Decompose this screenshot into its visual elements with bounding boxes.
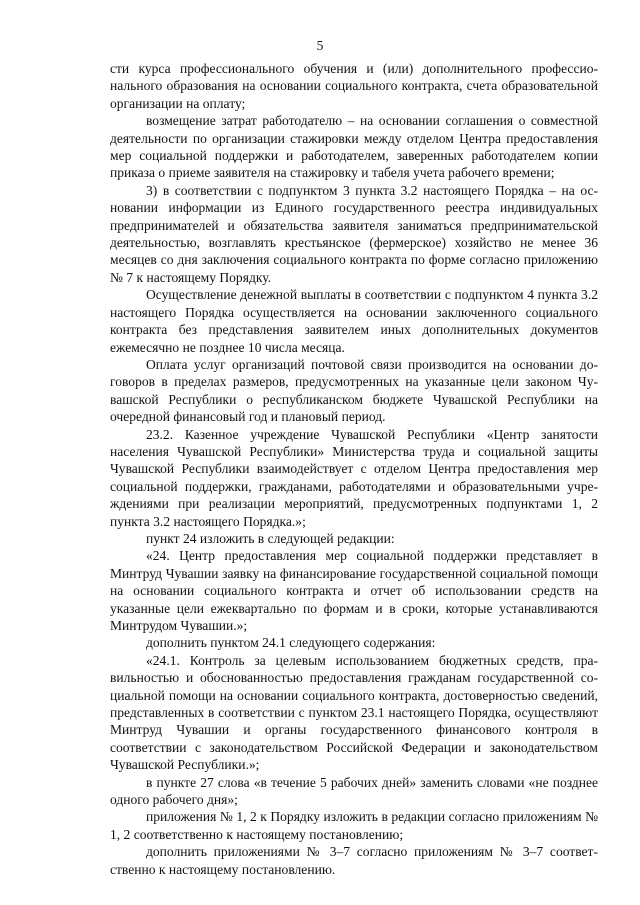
paragraph-5: Оплата услуг организаций почтовой связи производится на основании договоров в пределах размеров, предусмотренных на указанные цели законом Чувашской Республики о республиканском бюджете Чувашской Республики на очередной финансовый год и плановый период.	[110, 356, 598, 425]
paragraph-12: приложения № 1, 2 к Порядку изложить в редакции согласно приложениям № 1, 2 соответственно к настоящему постановлению;	[110, 809, 598, 842]
paragraph-1: сти курса профессионального обучения и (или) дополнительного профессионального образования на основании социального контракта, счета образовательной организации на оплату;	[110, 61, 598, 111]
paragraph-8: «24. Центр предоставления мер социальной поддержки представляет в Минтруд Чувашии заявку на финансирование государственной социальной помощи на основании социального контракта и отчет об использовании средств на указанные цели ежеквартально по формам и в сроки, которые устанавливаются Минтрудом Чувашии.»;	[110, 548, 598, 633]
paragraph-4: Осуществление денежной выплаты в соответствии с подпунктом 4 пункта 3.2 настоящего Порядка осуществляется на основании заключенного социального контракта без представления заявителем иных дополнительных документов ежемесячно не позднее 10 числа месяца.	[110, 287, 598, 355]
paragraph-3: 3) в соответствии с подпунктом 3 пункта 3.2 настоящего Порядка – на основании информации из Единого государственного реестра индивидуальных предпринимателей и обязательства заявителя заниматься предпринимательской деятельностью, возглавлять крестьянское (фермерское) хозяйство не менее 36 месяцев со дня заключения социального контракта по форме согласно приложению № 7 к настоящему Порядку.	[110, 182, 598, 285]
paragraph-9: дополнить пунктом 24.1 следующего содержания:	[146, 635, 436, 651]
document-body	[110, 60, 598, 878]
paragraph-11: в пункте 27 слова «в течение 5 рабочих дней» заменить словами «не позднее одного рабочего дня»;	[110, 774, 598, 808]
paragraph-10: «24.1. Контроль за целевым использованием бюджетных средств, правильностью и обоснованностью предоставления гражданам государственной социальной помощи на основании социального контракта, достоверностью сведений, представленных в соответствии с пунктом 23.1 настоящего Порядка, осуществляют Минтруд Чувашии и органы государственного финансового контроля в соответствии с законодательством Российской Федерации и законодательством Чувашской Республики.»;	[110, 652, 598, 773]
paragraph-6: 23.2. Казенное учреждение Чувашской Республики «Центр занятости населения Чувашской Республики» Министерства труда и социальной защиты Чувашской Республики взаимодействует с отделом Центра предоставления мер социальной поддержки, гражданами, работодателями и образовательными учреждениями при реализации мероприятий, предусмотренных подпунктами 1, 2 пункта 3.2 настоящего Порядка.»;	[110, 426, 598, 529]
paragraph-2: возмещение затрат работодателю – на основании соглашения о совместной деятельности по организации стажировки между отделом Центра предоставления мер социальной поддержки и работодателем, заверенных работодателем копии приказа о приеме заявителя на стажировку и табеля учета рабочего времени;	[110, 113, 598, 181]
paragraph-7: пункт 24 изложить в следующей редакции:	[146, 530, 395, 546]
paragraph-13: дополнить приложениями № 3–7 согласно приложениям № 3–7 соответственно к настоящему постановлению.	[110, 844, 598, 877]
page-number: 5	[316, 38, 324, 53]
